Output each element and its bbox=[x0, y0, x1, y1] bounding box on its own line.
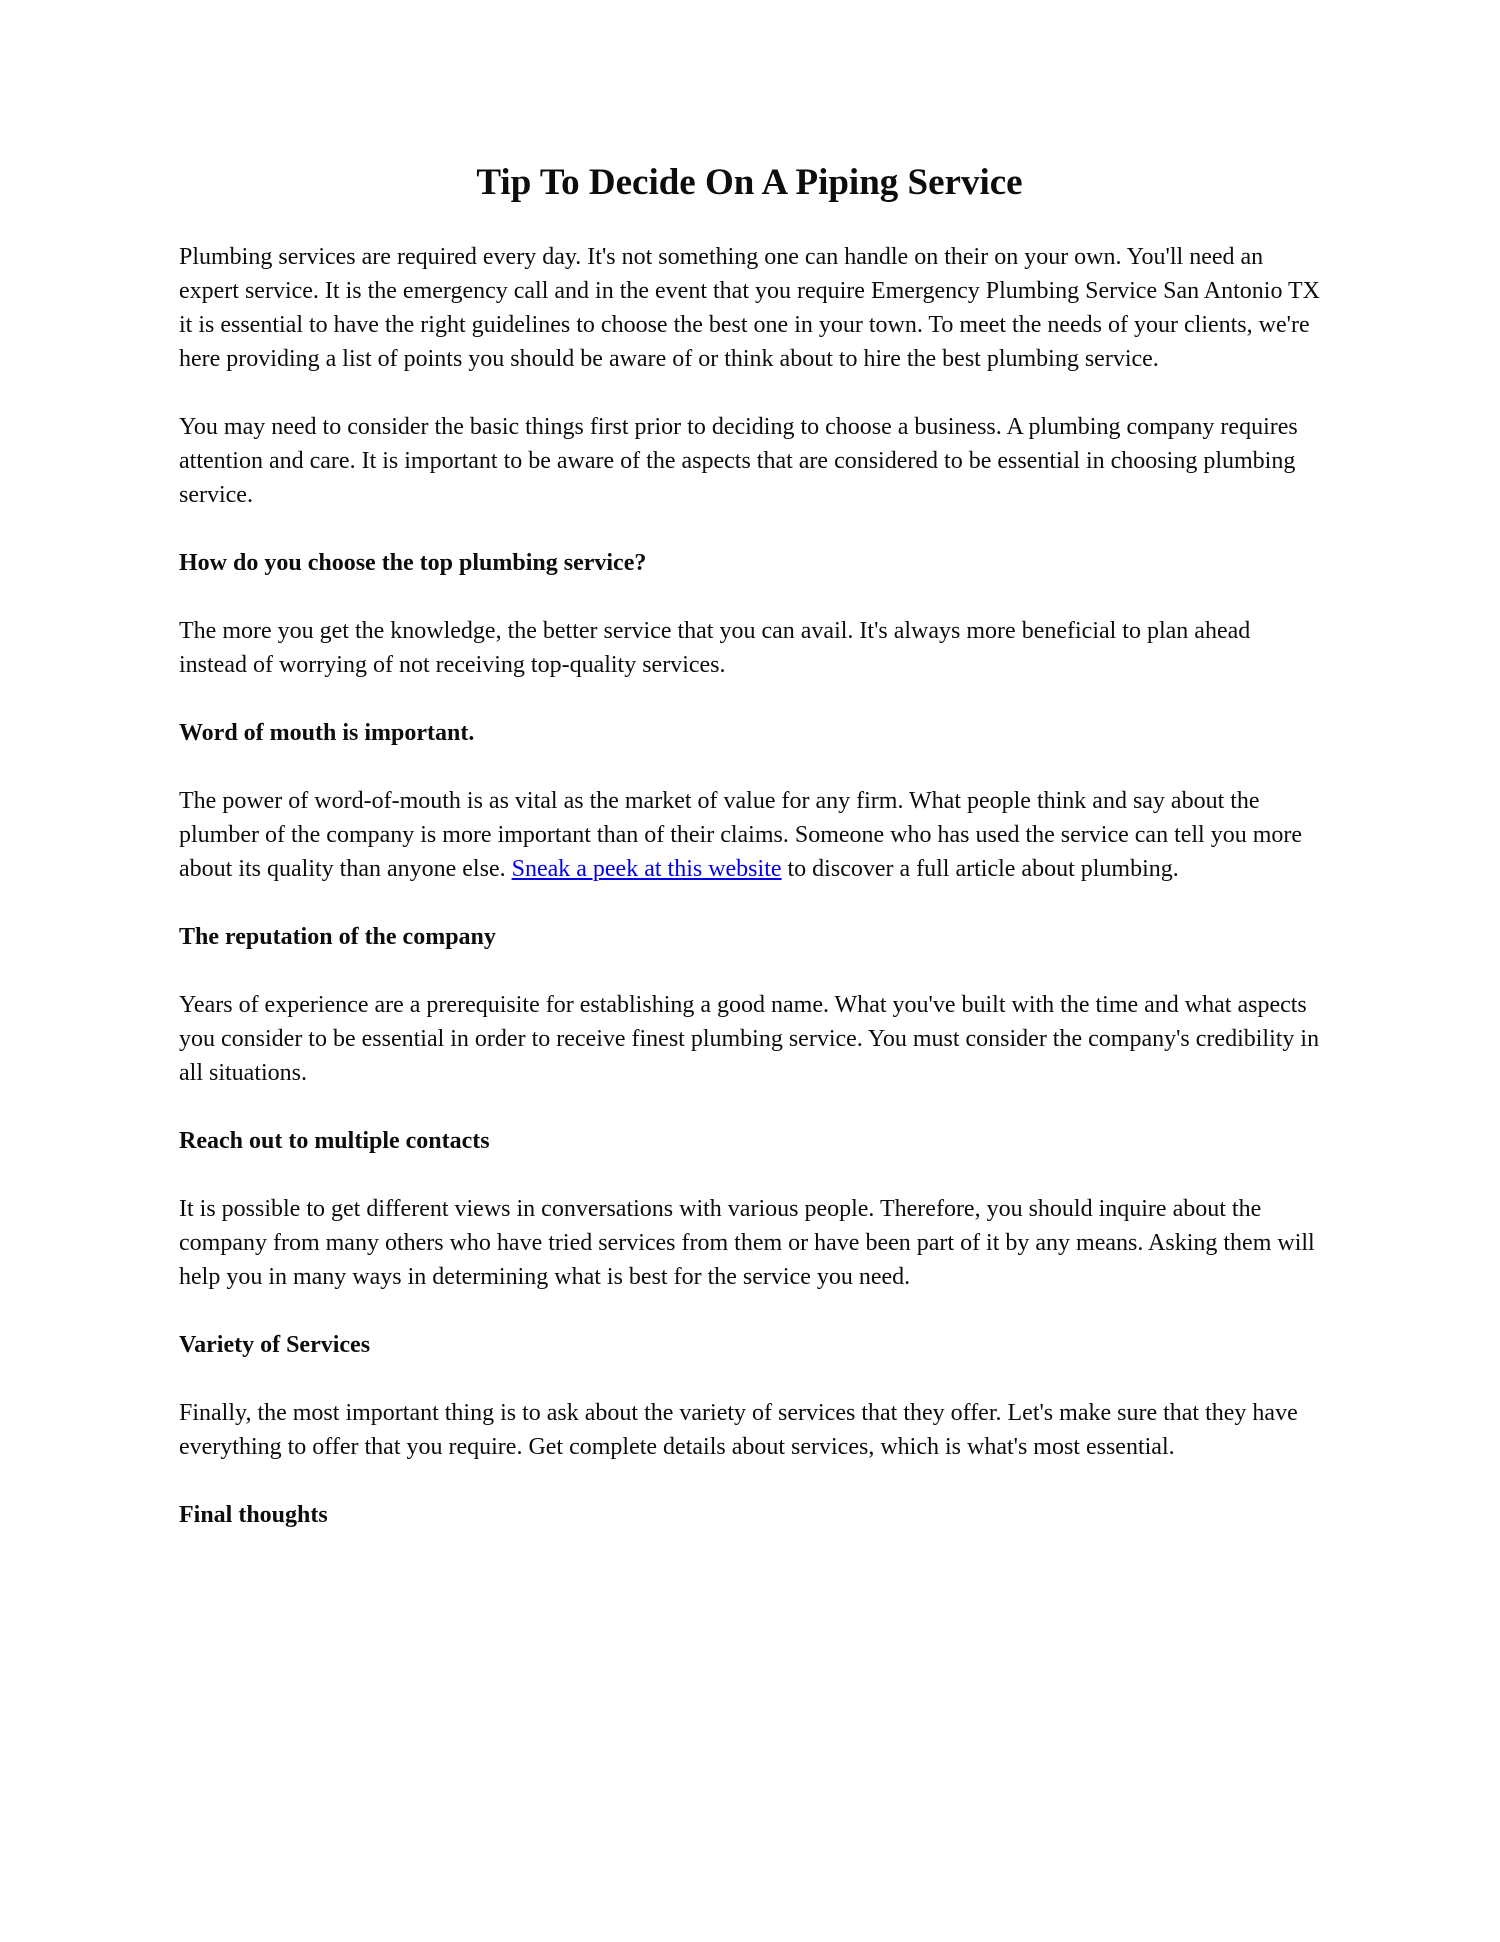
section-heading-variety-of-services: Variety of Services bbox=[179, 1332, 371, 1358]
intro-paragraph-2: You may need to consider the basic things first prior to deciding to choose a business. A plumbing company requires attention and care. It is important to be aware of the aspects that are considered to be essential in choosing plumbing service. bbox=[179, 414, 1298, 508]
page-title: Tip To Decide On A Piping Service bbox=[476, 162, 1023, 203]
section-heading-choose-top-service: How do you choose the top plumbing service? bbox=[179, 550, 647, 576]
sneak-peek-link[interactable]: Sneak a peek at this website bbox=[511, 856, 782, 882]
paragraph-text-after-link: to discover a full article about plumbing. bbox=[781, 856, 1179, 882]
section-paragraph-word-of-mouth bbox=[179, 784, 1320, 886]
section-heading-final-thoughts: Final thoughts bbox=[179, 1502, 328, 1528]
paragraph-text-before-link: The power of word-of-mouth is as vital as the market of value for any firm. What people think and say about the plumber of the company is more important than of their claims. Someone who has used the service can tell you more about its quality than anyone else. bbox=[179, 788, 1303, 882]
section-paragraph-choose-top-service: The more you get the knowledge, the better service that you can avail. It's always more beneficial to plan ahead instead of worrying of not receiving top-quality services. bbox=[179, 618, 1251, 678]
intro-paragraph-1: Plumbing services are required every day. It's not something one can handle on their on your own. You'll need an expert service. It is the emergency call and in the event that you require Emergency Plumbing Service San Antonio TX it is essential to have the right guidelines to choose the best one in your town. To meet the needs of your clients, we're here providing a list of points you should be aware of or think about to hire the best plumbing service. bbox=[179, 244, 1321, 372]
section-paragraph-variety-of-services: Finally, the most important thing is to ask about the variety of services that they offer. Let's make sure that they have everything to offer that you require. Get complete details about services, which is what's most essential. bbox=[179, 1400, 1298, 1460]
section-heading-multiple-contacts: Reach out to multiple contacts bbox=[179, 1128, 490, 1154]
section-heading-word-of-mouth: Word of mouth is important. bbox=[179, 720, 475, 746]
section-heading-reputation: The reputation of the company bbox=[179, 924, 496, 950]
section-paragraph-reputation: Years of experience are a prerequisite for establishing a good name. What you've built with the time and what aspects you consider to be essential in order to receive finest plumbing service. You must consider the company's credibility in all situations. bbox=[179, 992, 1320, 1086]
section-paragraph-multiple-contacts: It is possible to get different views in conversations with various people. Therefore, you should inquire about the company from many others who have tried services from them or have been part of it by any means. Asking them will help you in many ways in determining what is best for the service you need. bbox=[179, 1196, 1315, 1290]
